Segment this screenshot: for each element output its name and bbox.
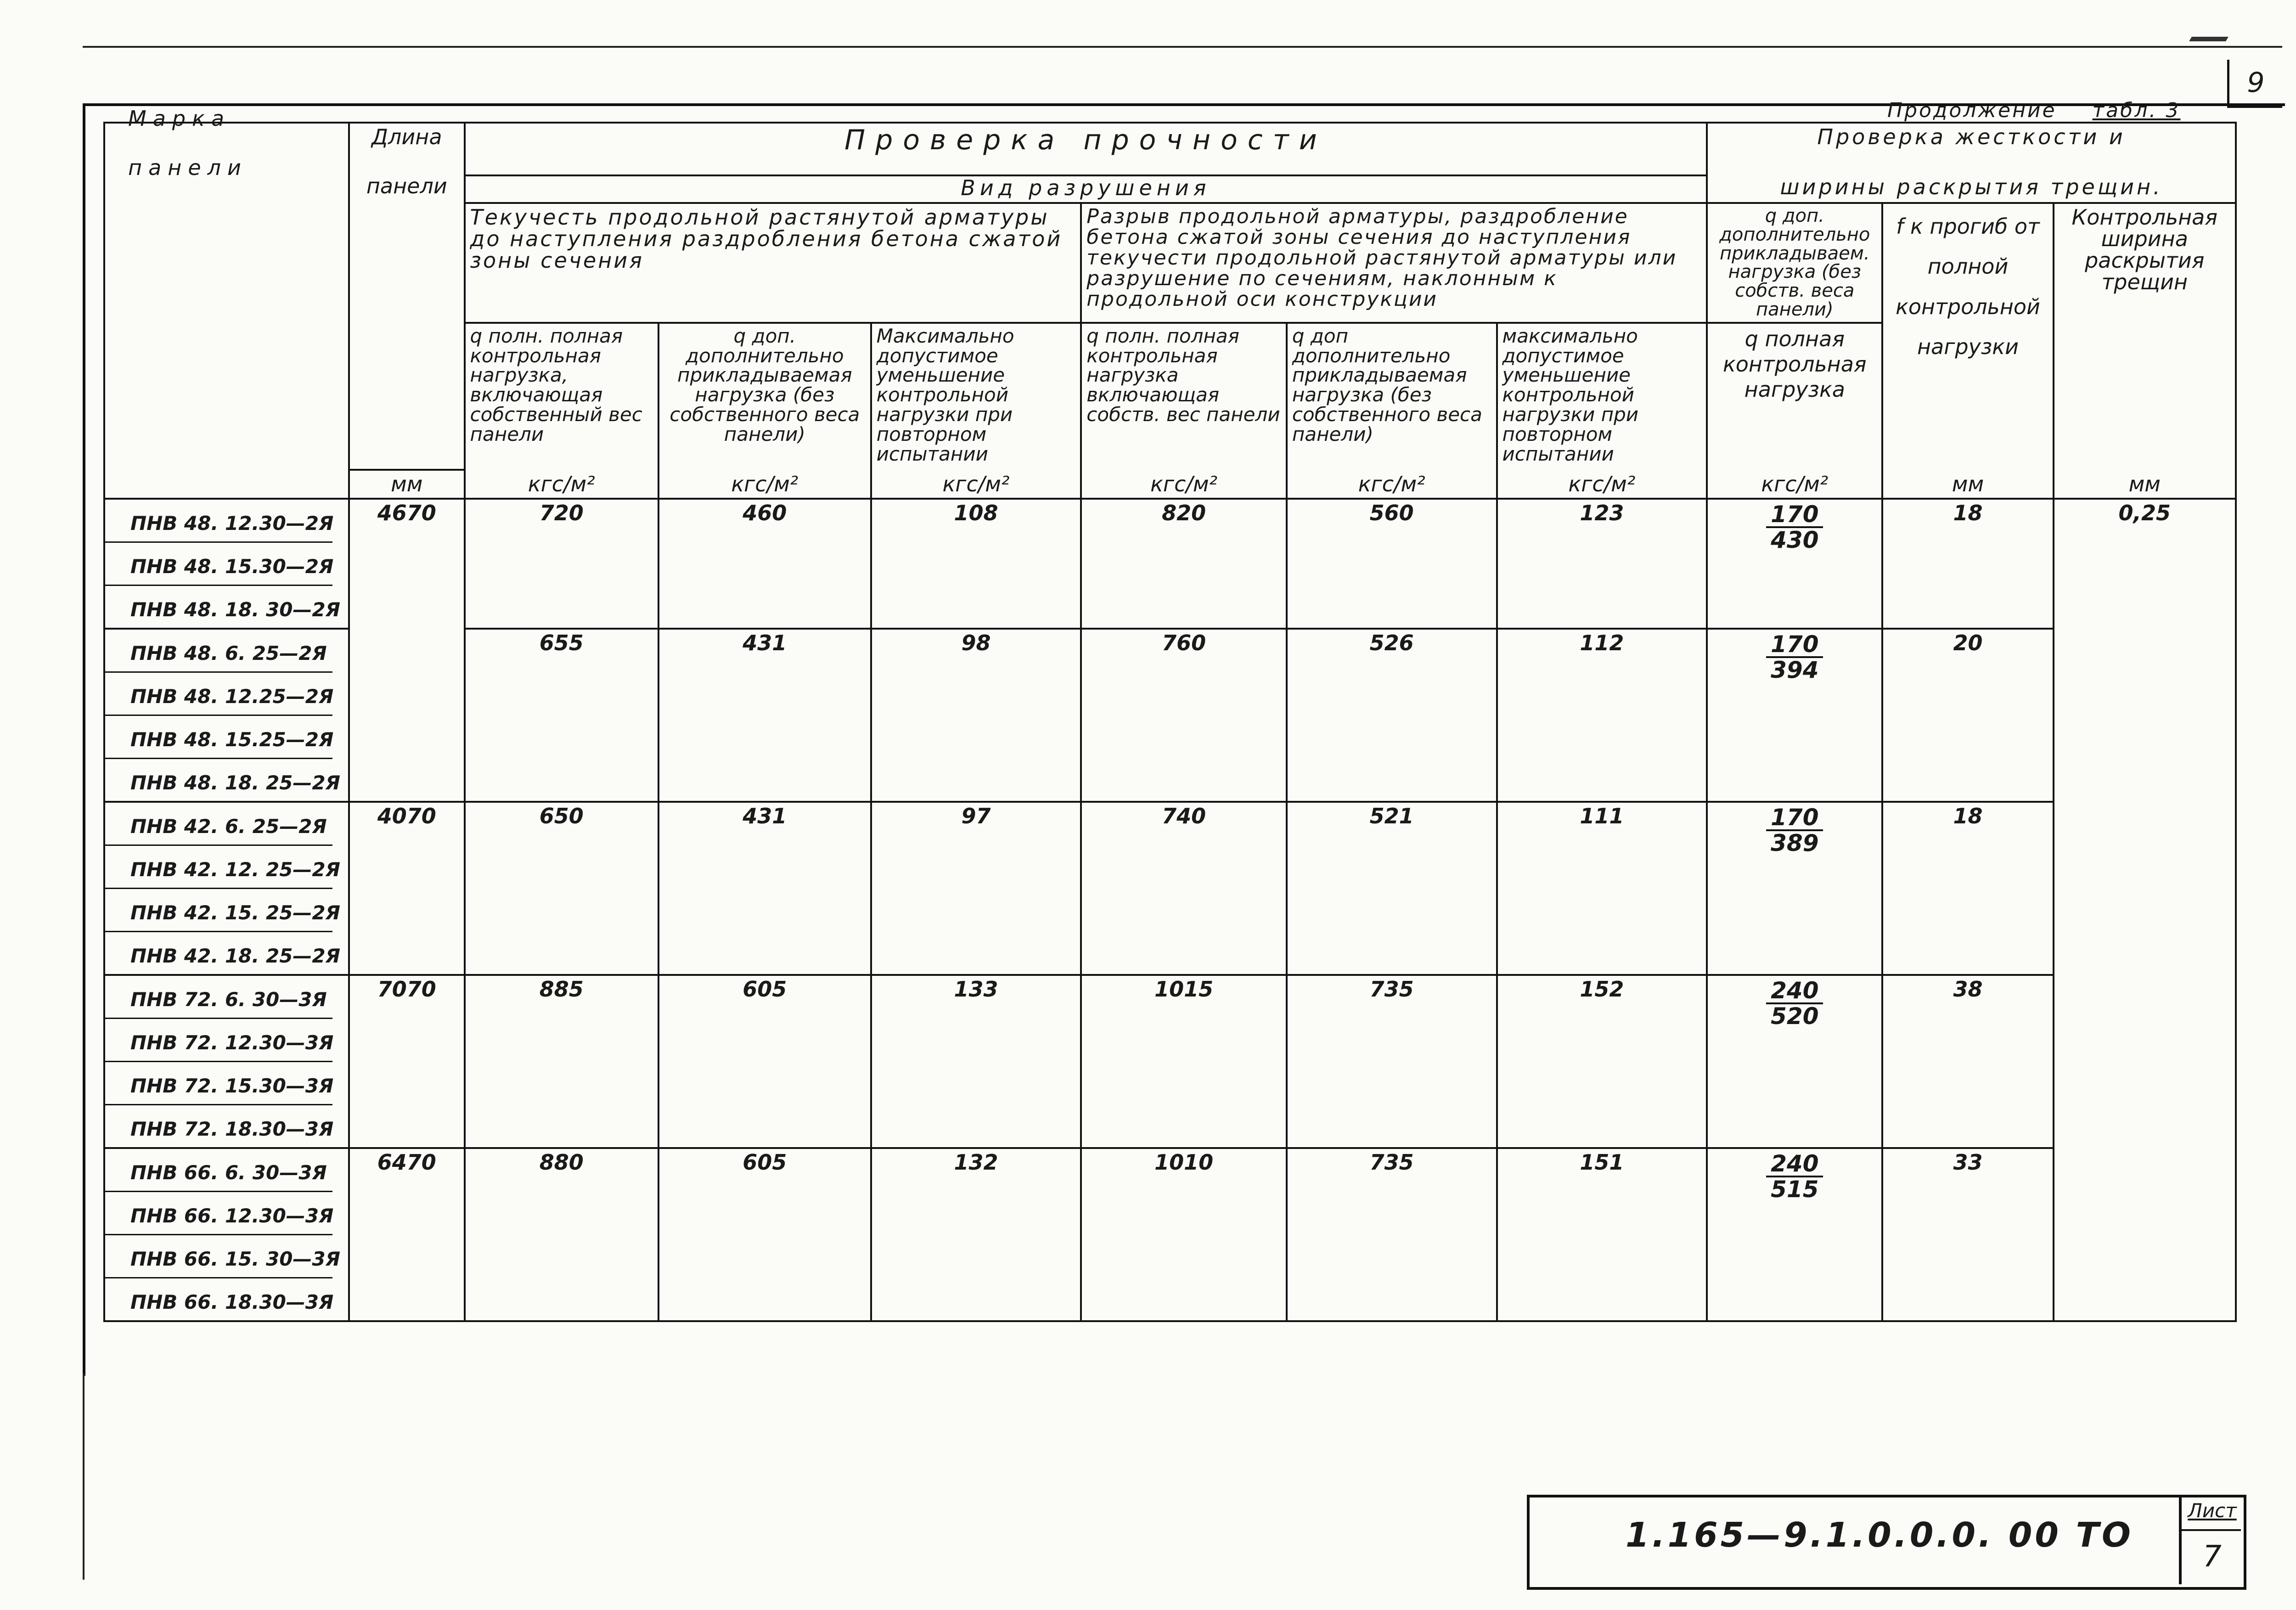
value-cell: 880: [465, 1148, 658, 1321]
value-cell: 431: [658, 629, 871, 802]
col-q-add2-header: q доп дополнительно прикладываемая нагрузка (без собственного веса панели): [1287, 323, 1497, 470]
stiff-q-top-header: q доп. дополнительно прикладывaем. нагрузка (без собств. веса панели): [1707, 203, 1882, 323]
continuation-text: Продолжение: [1887, 99, 2057, 122]
mark-header-label: Марка: [128, 106, 231, 131]
value-cell: 431: [658, 802, 871, 975]
failure-type-text: Вид разрушения: [961, 175, 1211, 200]
stiffness-cell: [1707, 802, 1882, 975]
panel-mark: ПНВ 42. 15. 25—2Я: [105, 889, 332, 932]
stiffness-title2-text: ширины раскрытия трещин.: [1780, 175, 2163, 199]
crack-header: Контрольная ширина раскрытия трещин: [2054, 203, 2236, 470]
deflection-value: 38: [1882, 975, 2053, 1148]
value-cell: 605: [658, 975, 871, 1148]
sheet-label: Лист: [2188, 1499, 2237, 1522]
stiffness-cell: [1707, 1148, 1882, 1321]
value-cell: 460: [658, 499, 871, 629]
value-cell: 132: [871, 1148, 1081, 1321]
strength-title: [465, 123, 1707, 175]
value-cell: 735: [1287, 1148, 1497, 1321]
deflection-header: f к прогиб от полной контрольной нагрузки: [1882, 203, 2053, 470]
panel-mark: ПНВ 48. 15.25—2Я: [105, 716, 332, 759]
value-cell: 526: [1287, 629, 1497, 802]
col-max-red2-header: максимально допустимое уменьшение контрольной нагрузки при повторном испытании: [1497, 323, 1707, 470]
continuation-table-ref: табл. 3: [2092, 99, 2181, 122]
stiffness-cell: [1707, 499, 1882, 629]
value-cell: 98: [871, 629, 1081, 802]
document-code: 1.165—9.1.0.0.0. 00 ТО: [1626, 1515, 2133, 1555]
panel-mark: ПНВ 48. 12.25—2Я: [105, 673, 332, 716]
stiff-q-bottom-header: q полная контрольная нагрузка: [1707, 323, 1882, 470]
panel-mark: ПНВ 42. 6. 25—2Я: [105, 803, 332, 846]
panel-mark: ПНВ 66. 18.30—3Я: [130, 1290, 334, 1313]
stiffness-fraction: [1766, 632, 1823, 682]
panel-mark: ПНВ 72. 15.30—3Я: [105, 1062, 332, 1105]
unit-col4: кгс/м²: [1081, 470, 1287, 499]
panel-mark: ПНВ 48. 12.30—2Я: [105, 500, 332, 543]
value-cell: 740: [1081, 802, 1287, 975]
table-row: [104, 802, 2236, 975]
top-right-mark: [2189, 37, 2228, 41]
marks-cell: [104, 802, 349, 975]
value-cell: 1015: [1081, 975, 1287, 1148]
deflection-value: 33: [1882, 1148, 2053, 1321]
col-q-add-header: q доп. дополнительно прикладываемая нагрузка (без собственного веса панели): [658, 323, 871, 470]
stiffness-den: 389: [1771, 830, 1819, 857]
stiffness-num: 170: [1766, 502, 1823, 529]
unit-col1: кгс/м²: [465, 470, 658, 499]
crack-width-value: 0,25: [2054, 499, 2236, 1321]
stiffness-title2: [1707, 175, 2236, 203]
sheet-divider: [2179, 1529, 2241, 1531]
length-header-label: Длина: [371, 124, 442, 149]
stiffness-cell: [1707, 629, 1882, 802]
panel-mark: ПНВ 72. 18.30—3Я: [130, 1117, 334, 1140]
strength-title-text: Проверка прочности: [844, 124, 1327, 156]
marks-cell: [104, 975, 349, 1148]
panel-mark: ПНВ 48. 18. 30—2Я: [130, 598, 340, 621]
value-cell: 560: [1287, 499, 1497, 629]
panel-length: 4070: [349, 802, 464, 975]
unit-col8: мм: [1882, 470, 2053, 499]
value-cell: 123: [1497, 499, 1707, 629]
stiffness-num: 240: [1766, 1152, 1823, 1178]
value-cell: 521: [1287, 802, 1497, 975]
stiffness-fraction: [1766, 502, 1823, 552]
stiffness-title: [1707, 123, 2236, 175]
value-cell: 108: [871, 499, 1081, 629]
unit-col7: кгс/м²: [1707, 470, 1882, 499]
unit-length: мм: [349, 470, 464, 499]
unit-col6: кгс/м²: [1497, 470, 1707, 499]
unit-col2: кгс/м²: [658, 470, 871, 499]
sheet-number: 7: [2203, 1540, 2222, 1574]
unit-col9: мм: [2054, 470, 2236, 499]
panel-mark: ПНВ 48. 6. 25—2Я: [105, 630, 332, 673]
stiffness-den: 394: [1771, 657, 1819, 684]
stiffness-fraction: [1766, 1152, 1823, 1202]
col-q-full2-header: q полн. полная контрольная нагрузка включающая собств. вес панели: [1081, 323, 1287, 470]
col-max-red-header: Максимально допустимое уменьшение контрольной нагрузки при повторном испытании: [871, 323, 1081, 470]
marks-cell: [104, 499, 349, 629]
stiffness-fraction: [1766, 979, 1823, 1029]
stiffness-num: 170: [1766, 805, 1823, 832]
panel-mark: ПНВ 72. 6. 30—3Я: [105, 976, 332, 1019]
left-frame-line: [83, 1373, 84, 1580]
group2-header: Разрыв продольной арматуры, раздробление бетона сжатой зоны сечения до наступления текучести продольной растянутой арматуры или разрушение по сечениям, наклонным к продольной оси конструкции: [1081, 203, 1707, 323]
value-cell: 112: [1497, 629, 1707, 802]
group1-header: Текучесть продольной растянутой арматуры до наступления раздробления бетона сжатой зоны сечения: [465, 203, 1081, 323]
panel-mark: ПНВ 72. 12.30—3Я: [105, 1019, 332, 1062]
value-cell: 111: [1497, 802, 1707, 975]
failure-type: [465, 175, 1707, 203]
value-cell: 720: [465, 499, 658, 629]
panel-mark: ПНВ 42. 18. 25—2Я: [130, 944, 340, 967]
panel-mark: ПНВ 48. 18. 25—2Я: [130, 771, 340, 794]
stiffness-den: 520: [1771, 1003, 1819, 1030]
panel-mark: ПНВ 66. 15. 30—3Я: [105, 1235, 332, 1278]
continuation-note: [1887, 99, 2181, 122]
value-cell: 151: [1497, 1148, 1707, 1321]
value-cell: 885: [465, 975, 658, 1148]
stiffness-title-text: Проверка жесткости и: [1817, 124, 2126, 149]
stiffness-den: 515: [1771, 1176, 1819, 1203]
panel-length: 4670: [349, 499, 464, 802]
top-rule: [83, 46, 2282, 48]
stiffness-num: 170: [1766, 632, 1823, 659]
panel-mark: ПНВ 66. 12.30—3Я: [105, 1192, 332, 1235]
value-cell: 1010: [1081, 1148, 1287, 1321]
mark-header: [104, 106, 349, 499]
mark-header-label2: панели: [128, 155, 248, 180]
stiffness-den: 430: [1771, 527, 1819, 554]
table-row: [104, 975, 2236, 1148]
panel-length: 6470: [349, 1148, 464, 1321]
panel-mark: ПНВ 42. 12. 25—2Я: [105, 846, 332, 889]
panel-mark: ПНВ 66. 6. 30—3Я: [105, 1149, 332, 1192]
marks-cell: [104, 1148, 349, 1321]
unit-col5: кгс/м²: [1287, 470, 1497, 499]
table-row: [104, 1148, 2236, 1321]
panel-length: 7070: [349, 975, 464, 1148]
table-row: [104, 499, 2236, 629]
value-cell: 133: [871, 975, 1081, 1148]
length-header: [349, 123, 464, 470]
value-cell: 820: [1081, 499, 1287, 629]
stiffness-cell: [1707, 975, 1882, 1148]
stiffness-fraction: [1766, 805, 1823, 856]
length-header-label2: панели: [366, 173, 447, 198]
value-cell: 655: [465, 629, 658, 802]
col-q-full-header: q полн. полная контрольная нагрузка, включающая собственный вес панели: [465, 323, 658, 470]
value-cell: 735: [1287, 975, 1497, 1148]
value-cell: 650: [465, 802, 658, 975]
value-cell: 605: [658, 1148, 871, 1321]
stiffness-num: 240: [1766, 979, 1823, 1005]
value-cell: 97: [871, 802, 1081, 975]
marks-cell: [104, 629, 349, 802]
unit-col3: кгс/м²: [871, 470, 1081, 499]
deflection-value: 20: [1882, 629, 2053, 802]
panel-mark: ПНВ 48. 15.30—2Я: [105, 543, 332, 586]
deflection-value: 18: [1882, 802, 2053, 975]
value-cell: 760: [1081, 629, 1287, 802]
value-cell: 152: [1497, 975, 1707, 1148]
page-number: 9: [2227, 60, 2282, 108]
deflection-value: 18: [1882, 499, 2053, 629]
